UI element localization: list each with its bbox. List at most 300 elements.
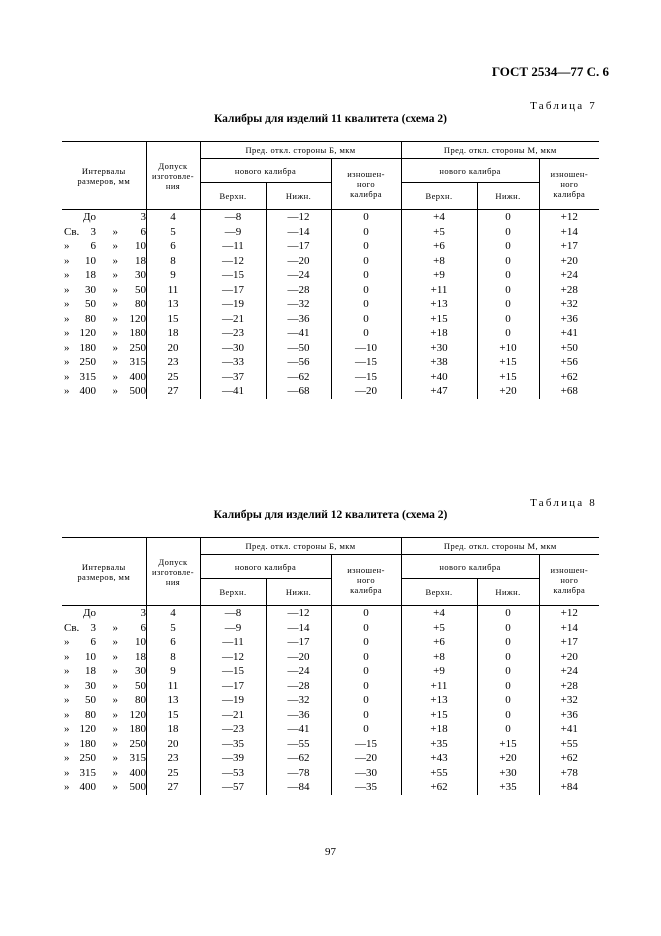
interval-part: 80 — [85, 312, 96, 325]
interval-part: 180 — [79, 341, 96, 354]
m-upper-cell: +11 — [401, 283, 477, 298]
b-lower-cell: —62 — [266, 370, 331, 385]
tolerance-cell: 23 — [146, 355, 200, 370]
b-upper-cell: —11 — [200, 635, 266, 650]
b-upper-cell: —9 — [200, 621, 266, 636]
tolerance-cell: 5 — [146, 225, 200, 240]
table-row — [62, 621, 599, 636]
interval-cell — [62, 751, 146, 766]
table-row — [62, 780, 599, 795]
m-worn-cell: +36 — [539, 708, 599, 723]
m-worn-cell: +28 — [539, 283, 599, 298]
interval-cell — [62, 341, 146, 356]
table-row — [62, 239, 599, 254]
m-worn-cell: +36 — [539, 312, 599, 327]
tolerance-cell: 8 — [146, 650, 200, 665]
interval-part: 400 — [79, 385, 96, 398]
b-upper-cell: —41 — [200, 384, 266, 399]
interval-part: » — [112, 766, 118, 779]
m-lower-cell: 0 — [477, 635, 539, 650]
b-worn-cell: —15 — [331, 355, 401, 370]
interval-cell — [62, 708, 146, 723]
interval-part: » — [112, 312, 118, 325]
m-upper-cell: +43 — [401, 751, 477, 766]
interval-part: 315 — [79, 370, 96, 383]
col-m-upper-header: Верхн. — [401, 183, 477, 210]
m-lower-cell: +15 — [477, 370, 539, 385]
m-upper-cell: +62 — [401, 780, 477, 795]
b-worn-cell: 0 — [331, 635, 401, 650]
table-row — [62, 297, 599, 312]
m-upper-cell: +55 — [401, 766, 477, 781]
col-m-side-header: Пред. откл. стороны М, мкм — [401, 538, 599, 555]
table-row — [62, 679, 599, 694]
m-lower-cell: 0 — [477, 708, 539, 723]
interval-part: » — [64, 723, 70, 736]
b-upper-cell: —21 — [200, 312, 266, 327]
interval-part: » — [112, 240, 118, 253]
b-lower-cell: —14 — [266, 225, 331, 240]
b-upper-cell: —53 — [200, 766, 266, 781]
m-upper-cell: +38 — [401, 355, 477, 370]
m-worn-cell: +78 — [539, 766, 599, 781]
m-worn-cell: +12 — [539, 606, 599, 621]
interval-part: 6 — [90, 240, 96, 253]
b-lower-cell: —41 — [266, 722, 331, 737]
b-lower-cell: —20 — [266, 650, 331, 665]
interval-part: 250 — [129, 737, 146, 750]
interval-part: » — [64, 298, 70, 311]
interval-part: 10 — [85, 650, 96, 663]
b-upper-cell: —35 — [200, 737, 266, 752]
interval-part: » — [64, 327, 70, 340]
table-row — [62, 254, 599, 269]
m-worn-cell: +14 — [539, 225, 599, 240]
b-worn-cell: —15 — [331, 737, 401, 752]
interval-part: 3 — [140, 211, 146, 224]
interval-part: 400 — [79, 781, 96, 794]
interval-part: » — [64, 312, 70, 325]
interval-part: » — [112, 665, 118, 678]
interval-part: 50 — [85, 694, 96, 707]
tolerance-cell: 4 — [146, 606, 200, 621]
m-lower-cell: +20 — [477, 384, 539, 399]
m-upper-cell: +6 — [401, 635, 477, 650]
tolerance-cell: 11 — [146, 283, 200, 298]
interval-part: 120 — [79, 723, 96, 736]
b-lower-cell: —24 — [266, 664, 331, 679]
interval-part: » — [64, 240, 70, 253]
interval-part: » — [64, 752, 70, 765]
m-upper-cell: +4 — [401, 210, 477, 225]
interval-part: 250 — [79, 752, 96, 765]
interval-cell — [62, 239, 146, 254]
interval-part: Св. — [64, 621, 80, 634]
m-lower-cell: +20 — [477, 751, 539, 766]
table-row — [62, 693, 599, 708]
b-worn-cell: —10 — [331, 341, 401, 356]
b-worn-cell: —20 — [331, 751, 401, 766]
b-worn-cell: 0 — [331, 254, 401, 269]
document-header: ГОСТ 2534—77 С. 6 — [491, 64, 609, 79]
interval-part: » — [64, 766, 70, 779]
m-worn-cell: +32 — [539, 297, 599, 312]
m-lower-cell: 0 — [477, 326, 539, 341]
table-row — [62, 650, 599, 665]
m-lower-cell: 0 — [477, 693, 539, 708]
tolerance-cell: 13 — [146, 297, 200, 312]
m-lower-cell: 0 — [477, 606, 539, 621]
interval-part: 400 — [129, 370, 146, 383]
b-lower-cell: —12 — [266, 210, 331, 225]
table7-title: Калибры для изделий 11 квалитета (схема 2) — [213, 113, 447, 125]
interval-cell — [62, 355, 146, 370]
interval-part: » — [112, 708, 118, 721]
interval-cell — [62, 326, 146, 341]
interval-part: 3 — [90, 621, 96, 634]
col-b-worn-header: изношен- ного калибра — [331, 555, 401, 606]
interval-part: » — [64, 636, 70, 649]
b-worn-cell: 0 — [331, 268, 401, 283]
b-upper-cell: —37 — [200, 370, 266, 385]
interval-part: Св. — [64, 225, 80, 238]
tolerance-cell: 23 — [146, 751, 200, 766]
m-worn-cell: +32 — [539, 693, 599, 708]
interval-cell — [62, 370, 146, 385]
b-worn-cell: —35 — [331, 780, 401, 795]
table-row — [62, 722, 599, 737]
m-upper-cell: +4 — [401, 606, 477, 621]
m-upper-cell: +18 — [401, 326, 477, 341]
col-m-lower-header: Нижн. — [477, 183, 539, 210]
b-worn-cell: —20 — [331, 384, 401, 399]
interval-cell — [62, 635, 146, 650]
m-upper-cell: +30 — [401, 341, 477, 356]
b-worn-cell: 0 — [331, 239, 401, 254]
interval-cell — [62, 312, 146, 327]
tolerance-cell: 20 — [146, 737, 200, 752]
b-worn-cell: 0 — [331, 210, 401, 225]
table-row — [62, 268, 599, 283]
interval-part: » — [64, 737, 70, 750]
page-number: 97 — [325, 846, 336, 858]
table-row — [62, 283, 599, 298]
interval-part: » — [112, 269, 118, 282]
interval-part: 500 — [129, 781, 146, 794]
col-b-lower-header: Нижн. — [266, 579, 331, 606]
interval-part: 6 — [90, 636, 96, 649]
interval-part: » — [64, 269, 70, 282]
interval-part: 18 — [135, 254, 146, 267]
tolerance-cell: 6 — [146, 239, 200, 254]
b-lower-cell: —78 — [266, 766, 331, 781]
interval-part: » — [64, 781, 70, 794]
interval-cell — [62, 283, 146, 298]
col-b-lower-header: Нижн. — [266, 183, 331, 210]
b-lower-cell: —56 — [266, 355, 331, 370]
interval-part: » — [112, 679, 118, 692]
table-row — [62, 606, 599, 621]
interval-part: 250 — [79, 356, 96, 369]
b-lower-cell: —20 — [266, 254, 331, 269]
m-worn-cell: +24 — [539, 268, 599, 283]
col-intervals-header: Интервалы размеров, мм — [62, 538, 146, 606]
b-lower-cell: —36 — [266, 708, 331, 723]
table-row — [62, 225, 599, 240]
m-worn-cell: +17 — [539, 635, 599, 650]
m-upper-cell: +6 — [401, 239, 477, 254]
m-upper-cell: +8 — [401, 650, 477, 665]
m-lower-cell: 0 — [477, 239, 539, 254]
col-tolerance-header: Допуск изготовле- ния — [146, 538, 200, 606]
m-lower-cell: 0 — [477, 268, 539, 283]
m-lower-cell: 0 — [477, 621, 539, 636]
col-m-new-header: нового калибра — [401, 555, 539, 579]
interval-part: 80 — [85, 708, 96, 721]
m-worn-cell: +55 — [539, 737, 599, 752]
interval-part: 30 — [85, 679, 96, 692]
m-lower-cell: 0 — [477, 664, 539, 679]
interval-cell — [62, 384, 146, 399]
m-upper-cell: +40 — [401, 370, 477, 385]
interval-part: » — [64, 341, 70, 354]
b-upper-cell: —8 — [200, 210, 266, 225]
interval-cell — [62, 722, 146, 737]
b-worn-cell: 0 — [331, 326, 401, 341]
b-worn-cell: 0 — [331, 664, 401, 679]
b-lower-cell: —32 — [266, 693, 331, 708]
m-upper-cell: +5 — [401, 621, 477, 636]
table-row — [62, 384, 599, 399]
b-upper-cell: —33 — [200, 355, 266, 370]
interval-part: 80 — [135, 694, 146, 707]
table-row — [62, 341, 599, 356]
b-worn-cell: 0 — [331, 297, 401, 312]
interval-part: » — [64, 370, 70, 383]
interval-part: » — [112, 356, 118, 369]
col-intervals-header: Интервалы размеров, мм — [62, 142, 146, 210]
m-worn-cell: +41 — [539, 326, 599, 341]
col-b-upper-header: Верхн. — [200, 579, 266, 606]
m-worn-cell: +12 — [539, 210, 599, 225]
interval-part: До — [82, 607, 96, 620]
col-b-new-header: нового калибра — [200, 555, 331, 579]
b-upper-cell: —19 — [200, 693, 266, 708]
tolerance-cell: 5 — [146, 621, 200, 636]
b-lower-cell: —14 — [266, 621, 331, 636]
interval-cell — [62, 780, 146, 795]
tolerance-cell: 6 — [146, 635, 200, 650]
b-upper-cell: —39 — [200, 751, 266, 766]
table7 — [62, 141, 599, 399]
m-worn-cell: +84 — [539, 780, 599, 795]
interval-part: 3 — [90, 225, 96, 238]
b-lower-cell: —84 — [266, 780, 331, 795]
interval-cell — [62, 621, 146, 636]
interval-part: » — [112, 650, 118, 663]
interval-part: » — [112, 752, 118, 765]
m-upper-cell: +15 — [401, 708, 477, 723]
m-lower-cell: 0 — [477, 283, 539, 298]
m-worn-cell: +50 — [539, 341, 599, 356]
b-upper-cell: —15 — [200, 268, 266, 283]
interval-part: » — [112, 225, 118, 238]
b-upper-cell: —23 — [200, 326, 266, 341]
interval-cell — [62, 766, 146, 781]
interval-part: 3 — [140, 607, 146, 620]
interval-part: 315 — [129, 752, 146, 765]
interval-part: 400 — [129, 766, 146, 779]
interval-cell — [62, 650, 146, 665]
interval-cell — [62, 225, 146, 240]
interval-part: 120 — [79, 327, 96, 340]
interval-cell — [62, 268, 146, 283]
interval-part: » — [112, 298, 118, 311]
interval-part: » — [64, 254, 70, 267]
interval-part: » — [112, 327, 118, 340]
m-worn-cell: +56 — [539, 355, 599, 370]
m-upper-cell: +11 — [401, 679, 477, 694]
b-worn-cell: 0 — [331, 722, 401, 737]
m-worn-cell: +41 — [539, 722, 599, 737]
col-m-lower-header: Нижн. — [477, 579, 539, 606]
b-worn-cell: —30 — [331, 766, 401, 781]
interval-part: 10 — [135, 636, 146, 649]
interval-part: » — [64, 694, 70, 707]
interval-part: 315 — [129, 356, 146, 369]
interval-part: » — [112, 283, 118, 296]
col-m-worn-header: изношен- ного калибра — [539, 159, 599, 210]
interval-part: » — [112, 254, 118, 267]
tolerance-cell: 9 — [146, 664, 200, 679]
interval-part: 180 — [79, 737, 96, 750]
interval-part: 30 — [135, 269, 146, 282]
interval-cell — [62, 254, 146, 269]
m-upper-cell: +18 — [401, 722, 477, 737]
table-row — [62, 737, 599, 752]
m-upper-cell: +15 — [401, 312, 477, 327]
table-row — [62, 708, 599, 723]
interval-part: » — [64, 650, 70, 663]
m-lower-cell: +15 — [477, 355, 539, 370]
b-upper-cell: —21 — [200, 708, 266, 723]
table-row — [62, 355, 599, 370]
table-row — [62, 751, 599, 766]
table8-title: Калибры для изделий 12 квалитета (схема 2) — [213, 509, 448, 521]
b-worn-cell: 0 — [331, 708, 401, 723]
m-worn-cell: +62 — [539, 370, 599, 385]
m-upper-cell: +9 — [401, 664, 477, 679]
interval-part: 50 — [135, 679, 146, 692]
b-lower-cell: —17 — [266, 239, 331, 254]
interval-part: 50 — [135, 283, 146, 296]
m-worn-cell: +14 — [539, 621, 599, 636]
interval-part: 30 — [135, 665, 146, 678]
tolerance-cell: 11 — [146, 679, 200, 694]
interval-part: » — [64, 665, 70, 678]
interval-part: 18 — [135, 650, 146, 663]
table-row — [62, 326, 599, 341]
table-row — [62, 766, 599, 781]
tolerance-cell: 8 — [146, 254, 200, 269]
interval-part: 50 — [85, 298, 96, 311]
b-upper-cell: —57 — [200, 780, 266, 795]
interval-part: » — [112, 636, 118, 649]
m-upper-cell: +35 — [401, 737, 477, 752]
interval-part: » — [64, 283, 70, 296]
b-lower-cell: —17 — [266, 635, 331, 650]
b-worn-cell: 0 — [331, 606, 401, 621]
tolerance-cell: 25 — [146, 370, 200, 385]
b-worn-cell: 0 — [331, 621, 401, 636]
m-worn-cell: +68 — [539, 384, 599, 399]
col-m-worn-header: изношен- ного калибра — [539, 555, 599, 606]
b-lower-cell: —41 — [266, 326, 331, 341]
m-lower-cell: 0 — [477, 254, 539, 269]
tolerance-cell: 13 — [146, 693, 200, 708]
col-m-new-header: нового калибра — [401, 159, 539, 183]
interval-cell — [62, 297, 146, 312]
interval-cell — [62, 737, 146, 752]
b-lower-cell: —24 — [266, 268, 331, 283]
interval-part: 250 — [129, 341, 146, 354]
b-upper-cell: —9 — [200, 225, 266, 240]
m-lower-cell: +10 — [477, 341, 539, 356]
table-row — [62, 664, 599, 679]
interval-part: 18 — [85, 269, 96, 282]
b-upper-cell: —12 — [200, 254, 266, 269]
table8-label: Таблица 8 — [530, 497, 597, 509]
b-upper-cell: —23 — [200, 722, 266, 737]
m-lower-cell: +35 — [477, 780, 539, 795]
interval-part: » — [64, 385, 70, 398]
m-lower-cell: 0 — [477, 210, 539, 225]
m-lower-cell: 0 — [477, 225, 539, 240]
b-upper-cell: —8 — [200, 606, 266, 621]
b-lower-cell: —62 — [266, 751, 331, 766]
tolerance-cell: 20 — [146, 341, 200, 356]
b-upper-cell: —17 — [200, 283, 266, 298]
tolerance-cell: 18 — [146, 722, 200, 737]
tolerance-cell: 9 — [146, 268, 200, 283]
b-lower-cell: —55 — [266, 737, 331, 752]
b-lower-cell: —32 — [266, 297, 331, 312]
interval-part: » — [112, 370, 118, 383]
interval-part: 30 — [85, 283, 96, 296]
interval-part: 315 — [79, 766, 96, 779]
interval-part: 18 — [85, 665, 96, 678]
b-worn-cell: —15 — [331, 370, 401, 385]
col-m-side-header: Пред. откл. стороны М, мкм — [401, 142, 599, 159]
interval-part: » — [112, 385, 118, 398]
interval-part: » — [64, 679, 70, 692]
m-worn-cell: +62 — [539, 751, 599, 766]
b-worn-cell: 0 — [331, 679, 401, 694]
tolerance-cell: 15 — [146, 708, 200, 723]
interval-part: 500 — [129, 385, 146, 398]
interval-part: » — [64, 708, 70, 721]
m-lower-cell: 0 — [477, 679, 539, 694]
interval-part: » — [112, 621, 118, 634]
tolerance-cell: 18 — [146, 326, 200, 341]
m-worn-cell: +17 — [539, 239, 599, 254]
col-b-side-header: Пред. откл. стороны Б, мкм — [200, 142, 401, 159]
m-upper-cell: +8 — [401, 254, 477, 269]
b-upper-cell: —30 — [200, 341, 266, 356]
b-worn-cell: 0 — [331, 225, 401, 240]
tolerance-cell: 25 — [146, 766, 200, 781]
b-upper-cell: —15 — [200, 664, 266, 679]
